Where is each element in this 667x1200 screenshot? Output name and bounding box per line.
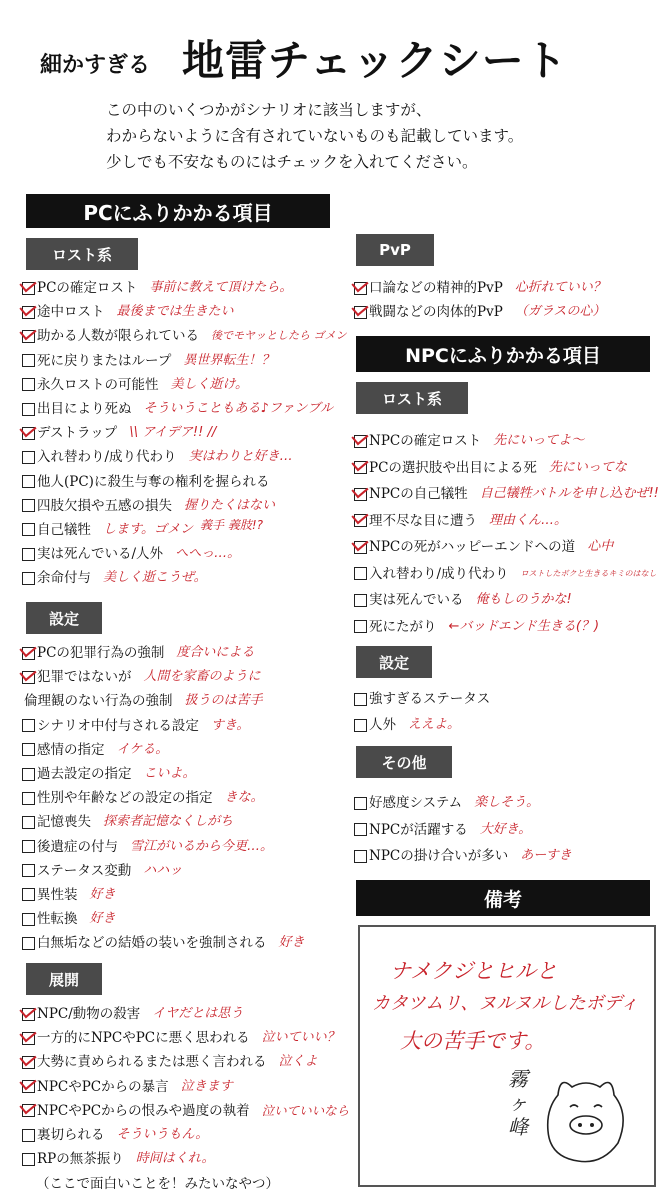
page-title: 地雷チェックシート: [182, 36, 568, 85]
checklist-item[interactable]: [22, 738, 305, 762]
checklist-item[interactable]: [22, 1050, 349, 1074]
checklist-item[interactable]: [22, 762, 305, 786]
remarks-line: ナメクジとヒルと: [390, 959, 558, 983]
handwritten-note: すき。: [210, 717, 250, 733]
handwritten-note: 自己犠牲バトルを申し込むぜ!!: [479, 486, 659, 502]
handwritten-note: 実はわりと好き…: [188, 449, 293, 465]
checked-box-icon[interactable]: [354, 488, 367, 501]
item-label: NPCの確定ロスト: [369, 433, 482, 450]
npc-section-banner: NPCにふりかかる項目: [356, 336, 650, 372]
checked-box-icon[interactable]: [354, 435, 367, 448]
checklist-item[interactable]: [22, 421, 347, 445]
checked-box-icon[interactable]: [354, 282, 367, 295]
checkbox-icon[interactable]: [22, 1129, 35, 1142]
checked-box-icon[interactable]: [22, 330, 35, 343]
checked-box-icon[interactable]: [354, 514, 367, 527]
handwritten-note: 心中: [587, 539, 614, 555]
handwritten-note: 心折れていい？: [514, 280, 606, 295]
checklist-item[interactable]: [354, 428, 659, 455]
intro-line: わからないように含有されていないものも記載しています。: [106, 127, 524, 145]
checklist-item[interactable]: [22, 835, 305, 859]
handwritten-note: 扱うのは苦手: [184, 693, 263, 709]
item-label: 四肢欠損や五感の損失: [37, 497, 172, 514]
item-label: 死にたがり: [369, 618, 437, 635]
checkbox-icon[interactable]: [22, 378, 35, 391]
intro-line: この中のいくつかがシナリオに該当しますが、: [106, 101, 432, 119]
item-label: 途中ロスト: [37, 304, 105, 321]
checklist-item[interactable]: [22, 689, 305, 713]
checklist-item[interactable]: [22, 445, 347, 469]
checklist-item[interactable]: [22, 883, 305, 907]
checklist-item[interactable]: [22, 1123, 349, 1147]
item-label: RPの無茶振り: [37, 1151, 124, 1168]
checklist-item[interactable]: [22, 665, 305, 689]
handwritten-note: 泣いていい？: [261, 1030, 340, 1046]
checklist-item[interactable]: [22, 470, 347, 494]
item-label: 実は死んでいる: [369, 592, 464, 609]
checkbox-icon[interactable]: [22, 572, 35, 585]
item-label: 強すぎるステータス: [369, 691, 491, 707]
checkbox-icon[interactable]: [354, 850, 367, 863]
checkbox-icon[interactable]: [22, 792, 35, 805]
item-label: デストラップ: [37, 425, 118, 442]
item-label: 性転換: [37, 911, 78, 928]
checklist-item[interactable]: [22, 931, 305, 955]
pc-lost-heading: ロスト系: [26, 238, 138, 270]
handwritten-note: します。ゴメン: [103, 521, 193, 537]
checkbox-icon[interactable]: [22, 403, 35, 416]
npc-settings-list: [354, 686, 490, 738]
checklist-item[interactable]: [22, 1099, 349, 1123]
item-label: NPCやPCからの恨みや過度の執着: [37, 1102, 250, 1119]
checked-box-icon[interactable]: [22, 1008, 35, 1021]
handwritten-note: \\ アイデア!! //: [129, 425, 217, 441]
checklist-item[interactable]: [22, 542, 347, 566]
checklist-item[interactable]: [354, 508, 659, 535]
checkbox-icon[interactable]: [22, 475, 35, 488]
handwritten-note: 大好き。: [479, 821, 532, 837]
pc-development-heading: 展開: [26, 963, 102, 995]
checkbox-icon[interactable]: [354, 594, 367, 607]
checklist-item[interactable]: [22, 1002, 349, 1026]
npc-other-list: [354, 790, 572, 870]
handwritten-note: 楽しそう。: [474, 795, 540, 811]
item-label: 死に戻りまたはループ: [37, 352, 172, 369]
npc-lost-list: [354, 428, 659, 640]
checkbox-icon[interactable]: [354, 823, 367, 836]
item-label: 入れ替わり/成り代わり: [369, 565, 509, 582]
pc-development-list: [22, 1002, 349, 1171]
checklist-item[interactable]: [354, 686, 490, 712]
checklist-item[interactable]: [354, 455, 659, 482]
checklist-item[interactable]: [22, 810, 305, 834]
handwritten-note: 事前に教えて頂けたら。: [149, 280, 293, 296]
checklist-item[interactable]: [22, 859, 305, 883]
item-label: シナリオ中付与される設定: [37, 717, 199, 734]
title-prefix: 細かすぎる: [40, 53, 151, 78]
checkbox-icon[interactable]: [354, 693, 367, 706]
item-label: 余命付与: [37, 570, 91, 587]
pc-settings-list: [22, 641, 305, 955]
footnote: （ここで面白いことを！みたいなやつ）: [36, 1176, 279, 1192]
checklist-item[interactable]: [22, 324, 347, 348]
checkbox-icon[interactable]: [22, 937, 35, 950]
handwritten-note: （ガラスの心）: [514, 304, 606, 319]
checked-box-icon[interactable]: [22, 1032, 35, 1045]
handwritten-note: 探索者記憶なくしがち: [103, 814, 234, 830]
pvp-list: [354, 276, 606, 324]
item-label: 好感度システム: [369, 795, 463, 812]
checkbox-icon[interactable]: [22, 451, 35, 464]
handwritten-note: 好き: [89, 911, 116, 927]
checkbox-icon[interactable]: [22, 719, 35, 732]
pc-section-banner: PCにふりかかる項目: [26, 194, 330, 228]
intro-line: 少しでも不安なものにはチェックを入れてください。: [106, 153, 478, 171]
checklist-item[interactable]: [354, 481, 659, 508]
item-label: 大勢に責められるまたは悪く言われる: [37, 1054, 267, 1071]
item-label: NPCの掛け合いが多い: [369, 848, 509, 865]
checkbox-icon[interactable]: [22, 523, 35, 536]
pvp-heading: PvP: [356, 234, 434, 266]
item-label: NPCの自己犠牲: [369, 486, 468, 503]
checked-box-icon[interactable]: [354, 461, 367, 474]
handwritten-note: イヤだとは思う: [152, 1006, 244, 1022]
checklist-item[interactable]: [354, 843, 572, 870]
item-label: 異性装: [37, 886, 78, 903]
item-label: 過去設定の指定: [37, 766, 132, 783]
checklist-item[interactable]: [354, 614, 659, 641]
item-label: 性別や年齢などの設定の指定: [37, 790, 213, 807]
handwritten-note: 先にいってよ〜: [493, 433, 585, 449]
checklist-item[interactable]: [22, 494, 347, 518]
handwritten-note: 理由くん…。: [489, 512, 568, 528]
checklist-item[interactable]: [354, 790, 572, 817]
item-label: ステータス変動: [37, 862, 132, 879]
checklist-item[interactable]: [22, 566, 347, 590]
checked-box-icon[interactable]: [354, 541, 367, 554]
remarks-box[interactable]: [358, 925, 656, 1187]
checklist-item[interactable]: [22, 1147, 349, 1171]
checklist-item[interactable]: [354, 534, 659, 561]
item-label: PCの犯罪行為の強制: [37, 645, 165, 662]
checklist-item[interactable]: [354, 300, 606, 324]
item-label: 感情の指定: [37, 741, 105, 758]
checklist-item[interactable]: [22, 373, 347, 397]
handwritten-note: そういうこともある♪ファンブル: [143, 401, 334, 417]
checklist-item[interactable]: [22, 397, 347, 421]
item-label: PCの選択肢や出目による死: [369, 459, 537, 476]
item-label: 理不尽な目に遭う: [369, 512, 477, 529]
handwritten-note: 美しく逝こうぜ。: [103, 570, 207, 586]
npc-lost-heading: ロスト系: [356, 382, 468, 414]
checked-box-icon[interactable]: [22, 671, 35, 684]
checkbox-icon[interactable]: [22, 768, 35, 781]
item-label: NPC/動物の殺害: [37, 1006, 141, 1023]
checked-box-icon[interactable]: [22, 427, 35, 440]
handwritten-note: ロストしたボクと生きるキミのはなし: [520, 568, 657, 578]
checked-box-icon[interactable]: [22, 306, 35, 319]
handwritten-note: あーすき: [520, 848, 572, 864]
handwritten-note: 美しく逝け。: [170, 376, 248, 392]
checkbox-icon[interactable]: [354, 567, 367, 580]
checked-box-icon[interactable]: [22, 1104, 35, 1117]
item-label: 後遺症の付与: [37, 838, 118, 855]
handwritten-note: きな。: [224, 790, 264, 806]
checkbox-icon[interactable]: [354, 620, 367, 633]
checked-box-icon[interactable]: [22, 1056, 35, 1069]
checklist-item[interactable]: [22, 641, 305, 665]
checkbox-icon[interactable]: [22, 840, 35, 853]
checklist-item[interactable]: [22, 518, 347, 542]
item-label: PCの確定ロスト: [37, 280, 138, 297]
npc-other-heading: その他: [356, 746, 452, 778]
checklist-item[interactable]: [22, 907, 305, 931]
handwritten-note: 先にいってな: [548, 459, 627, 475]
handwritten-note: ええよ。: [408, 717, 461, 732]
item-label: 入れ替わり/成り代わり: [37, 449, 177, 466]
handwritten-note: ←バッドエンド生きる(？): [448, 618, 600, 634]
handwritten-note: 義手 義肢!?: [200, 518, 263, 532]
checked-box-icon[interactable]: [22, 1080, 35, 1093]
pig-doodle-icon: [538, 1065, 634, 1169]
item-label: 自己犠牲: [37, 521, 91, 538]
checkbox-icon[interactable]: [354, 797, 367, 810]
item-label: 他人(PC)に殺生与奪の権利を握られる: [37, 473, 270, 490]
handwritten-note: 泣いていいなら: [261, 1102, 350, 1118]
npc-settings-heading: 設定: [356, 646, 432, 678]
handwritten-note: 雪江がいるから今更…。: [130, 838, 274, 854]
handwritten-note: 握りたくはない: [184, 497, 276, 513]
checklist-item[interactable]: [354, 712, 490, 738]
remarks-line: 大の苦手です。: [400, 1029, 546, 1053]
checked-box-icon[interactable]: [22, 647, 35, 660]
checklist-item[interactable]: [22, 349, 347, 373]
checked-box-icon[interactable]: [22, 282, 35, 295]
item-label: 倫理観のない行為の強制: [24, 693, 173, 710]
handwritten-note: 好き: [89, 886, 116, 902]
item-label: 助かる人数が限られている: [37, 328, 199, 345]
checkbox-icon[interactable]: [22, 864, 35, 877]
item-label: NPCの死がハッピーエンドへの道: [369, 539, 576, 556]
item-label: 裏切られる: [37, 1127, 105, 1144]
item-label: 実は死んでいる/人外: [37, 546, 164, 563]
checklist-item[interactable]: [22, 786, 305, 810]
checkbox-icon[interactable]: [22, 816, 35, 829]
checkbox-icon[interactable]: [22, 1153, 35, 1166]
signature: 霧ヶ峰: [508, 1067, 528, 1139]
item-label: 記憶喪失: [37, 814, 91, 831]
pc-lost-list: [22, 276, 347, 590]
handwritten-note: こいよ。: [143, 766, 196, 782]
checkbox-icon[interactable]: [354, 719, 367, 732]
checklist-item[interactable]: [22, 1075, 349, 1099]
handwritten-note: イケる。: [116, 741, 169, 757]
item-label: NPCやPCからの暴言: [37, 1078, 169, 1095]
handwritten-note: 俺もしのうかな!: [475, 592, 572, 608]
item-label: 一方的にNPCやPCに悪く思われる: [37, 1030, 250, 1047]
handwritten-note: 度合いによる: [176, 645, 255, 661]
handwritten-note: 泣くよ: [278, 1054, 318, 1070]
checklist-item[interactable]: [354, 561, 659, 588]
checkbox-icon[interactable]: [22, 743, 35, 756]
checkbox-icon[interactable]: [22, 354, 35, 367]
item-label: NPCが活躍する: [369, 821, 468, 838]
checklist-item[interactable]: [22, 714, 305, 738]
checklist-item[interactable]: [354, 587, 659, 614]
pc-settings-heading: 設定: [26, 602, 102, 634]
handwritten-note: そういうもん。: [116, 1127, 209, 1143]
handwritten-note: ハハッ: [143, 862, 183, 878]
item-label: 人外: [369, 717, 396, 733]
handwritten-note: 好き: [278, 935, 305, 951]
handwritten-note: 後でモヤッとしたら ゴメン: [211, 329, 347, 343]
handwritten-note: 時间はくれ。: [135, 1151, 215, 1167]
checklist-item[interactable]: [22, 1026, 349, 1050]
checked-box-icon[interactable]: [354, 306, 367, 319]
item-label: 白無垢などの結婚の装いを強制される: [37, 935, 267, 952]
checklist-item[interactable]: [22, 276, 347, 300]
handwritten-note: へへっ…。: [175, 546, 241, 562]
handwritten-note: 最後までは生きたい: [116, 304, 234, 320]
checkbox-icon[interactable]: [22, 888, 35, 901]
checklist-item[interactable]: [354, 817, 572, 844]
remarks-line: カタツムリ、ヌルヌルしたボディ: [372, 993, 639, 1014]
checkbox-icon[interactable]: [22, 499, 35, 512]
handwritten-note: 異世界転生！？: [183, 352, 275, 368]
item-label: 犯罪ではないが: [37, 669, 132, 686]
item-label: 出目により死ぬ: [37, 401, 132, 418]
checklist-item[interactable]: [22, 300, 347, 324]
item-label: 永久ロストの可能性: [37, 376, 159, 393]
item-label: 口論などの精神的PvP: [369, 280, 503, 296]
handwritten-note: 人間を家畜のように: [143, 669, 261, 685]
handwritten-note: 泣きます: [180, 1078, 233, 1094]
checklist-item[interactable]: [354, 276, 606, 300]
checkbox-icon[interactable]: [22, 548, 35, 561]
item-label: 戦闘などの肉体的PvP: [369, 304, 503, 320]
remarks-heading: 備考: [356, 880, 650, 916]
checkbox-icon[interactable]: [22, 913, 35, 926]
